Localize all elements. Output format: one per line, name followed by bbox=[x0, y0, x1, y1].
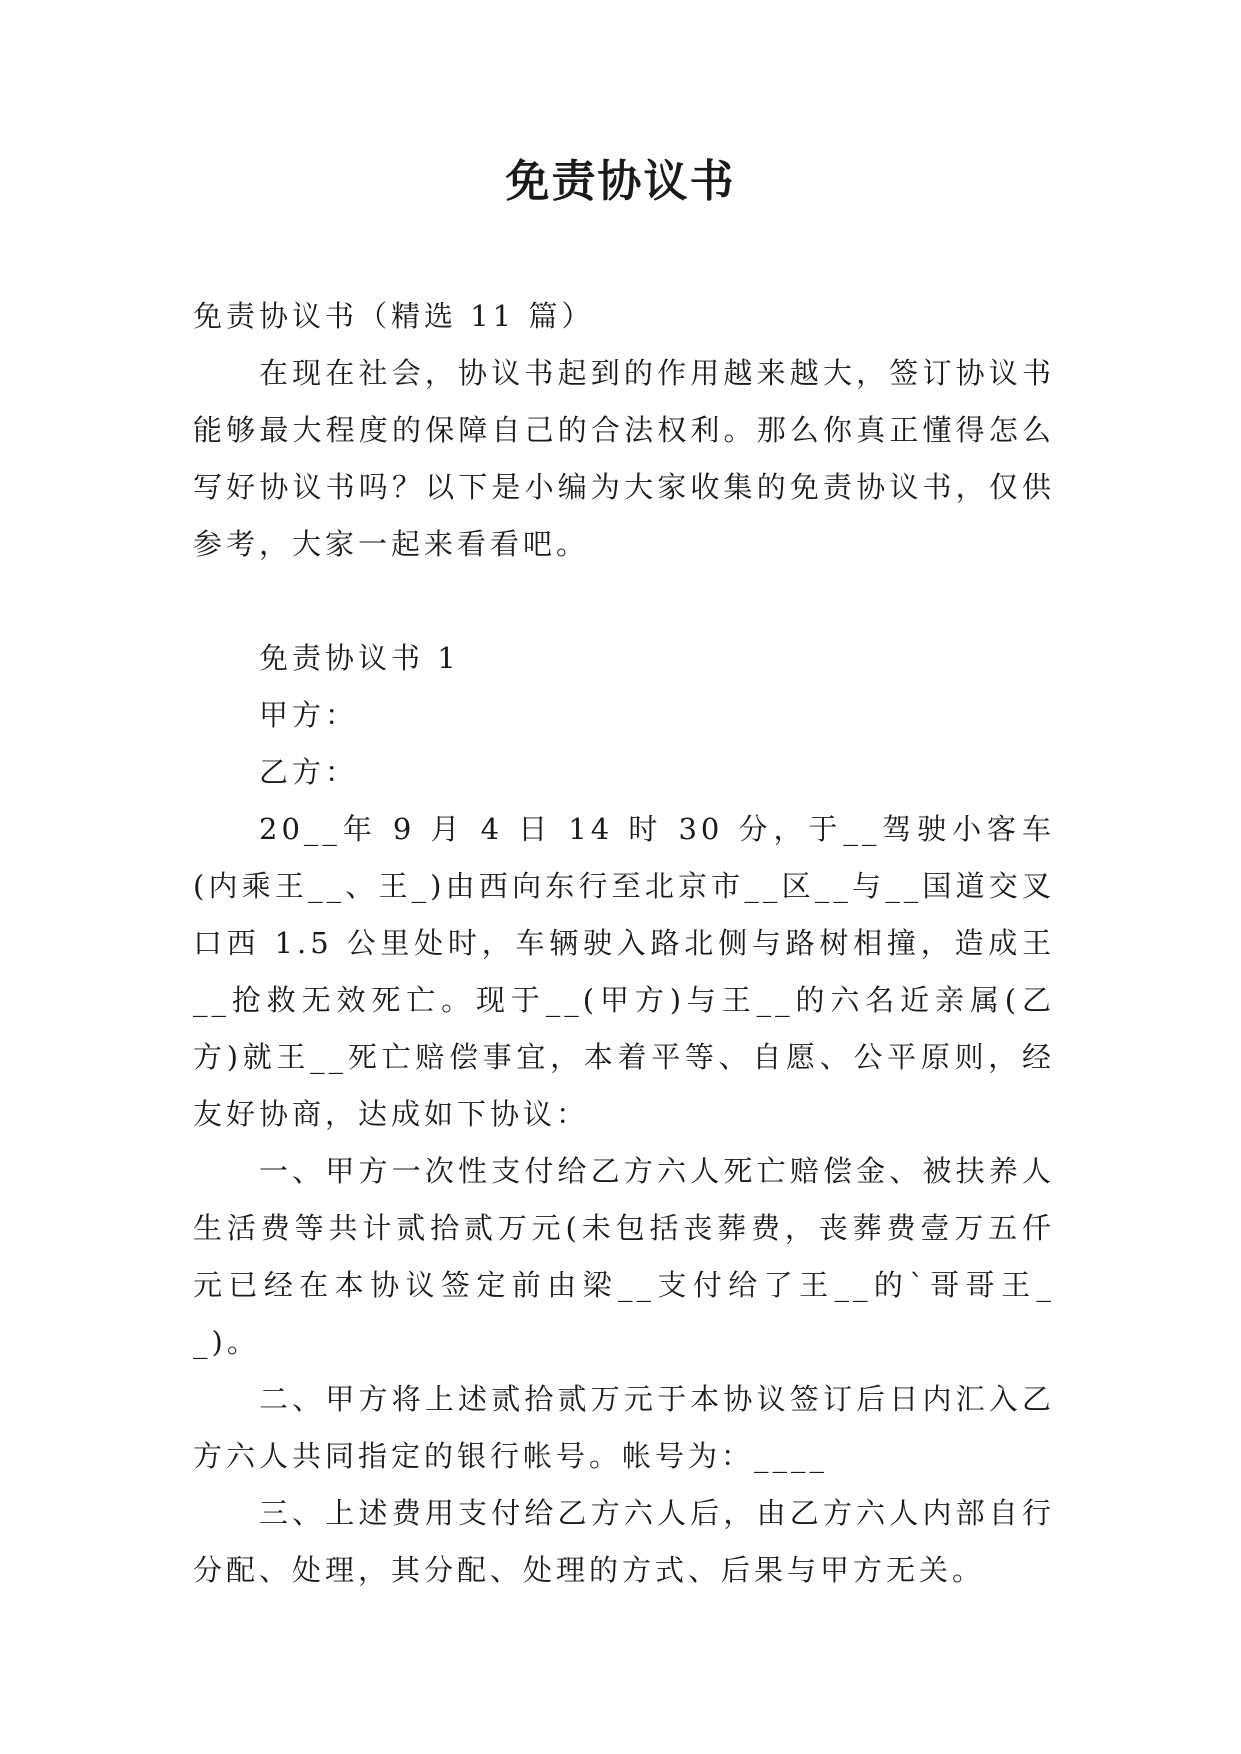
body-paragraph: 三、上述费用支付给乙方六人后，由乙方六人内部自行分配、处理，其分配、处理的方式、后果与甲方无关。 bbox=[193, 1496, 1055, 1587]
document-title: 免责协议书 bbox=[505, 156, 736, 207]
body-paragraph: 一、甲方一次性支付给乙方六人死亡赔偿金、被扶养人生活费等共计贰拾贰万元(未包括丧葬费，丧葬费壹万五仟元已经在本协议签定前由梁__支付给了王__的`哥哥王__)。 bbox=[193, 1154, 1055, 1359]
party-a-label: 甲方： bbox=[259, 698, 359, 732]
party-b-label: 乙方： bbox=[259, 755, 359, 789]
section-heading: 免责协议书 1 bbox=[259, 641, 460, 675]
body-paragraph: 二、甲方将上述贰拾贰万元于本协议签订后日内汇入乙方六人共同指定的银行帐号。帐号为：____ bbox=[193, 1382, 1055, 1473]
body-paragraph: 20__年 9 月 4 日 14 时 30 分，于__驾驶小客车(内乘王__、王_)由西向东行至北京市__区__与__国道交叉口西 1.5 公里处时，车辆驶入路北侧与路树相撞，造成王__抢救无效死亡。现于__(甲方)与王__的六名近亲属(乙方)就王__死亡赔偿事宜，本着平等、自愿、公平原则，经友好协商，达成如下协议： bbox=[193, 812, 1055, 1131]
document-body bbox=[193, 288, 1055, 1599]
intro-paragraph: 在现在社会，协议书起到的作用越来越大，签订协议书能够最大程度的保障自己的合法权利。那么你真正懂得怎么写好协议书吗？以下是小编为大家收集的免责协议书，仅供参考，大家一起来看看吧。 bbox=[193, 356, 1055, 561]
document-subtitle: 免责协议书（精选 11 篇） bbox=[193, 299, 595, 333]
